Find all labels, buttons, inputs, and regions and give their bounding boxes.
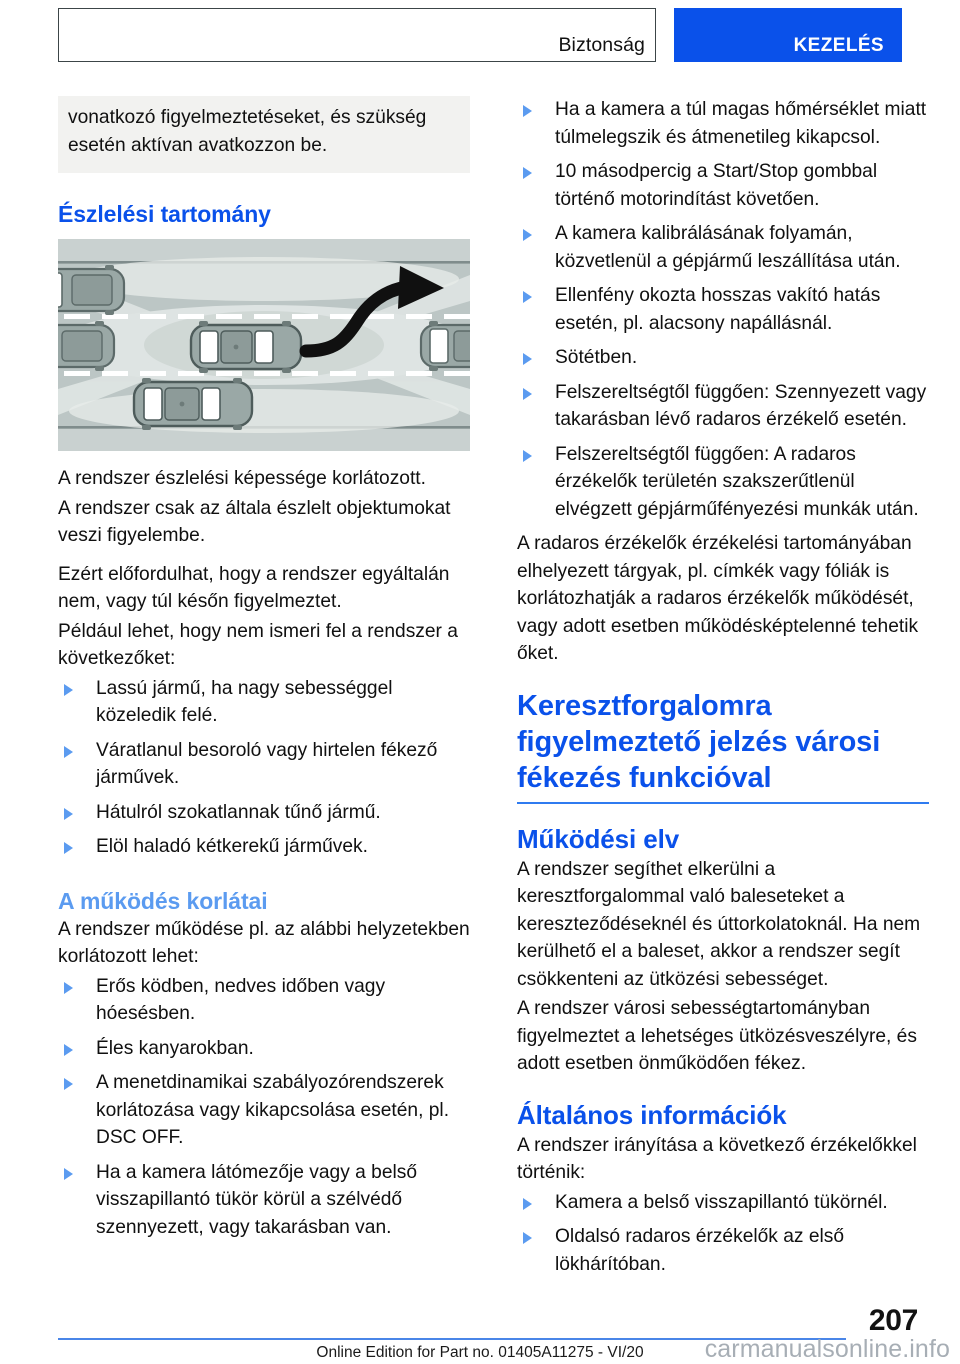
- list-item-text: Sötétben.: [555, 347, 638, 368]
- note-continuation-text: vonatkozó figyelmeztetéseket, és szükség esetén aktívan avatkozzon be.: [68, 107, 427, 156]
- list-item-text: Felszereltségtől függően: Szennyezett vagy takarásban lévő radaros érzékelő esetén.: [555, 381, 927, 430]
- list-item-text: A menetdinamikai szabályozórendszerek korlátozása vagy kikapcsolása esetén, pl. DSC OFF.: [96, 1072, 450, 1148]
- heading-general-information: Általános információk: [517, 1099, 787, 1130]
- triangle-bullet-icon: [64, 746, 73, 758]
- triangle-bullet-icon: [64, 684, 73, 696]
- triangle-bullet-icon: [523, 105, 532, 117]
- list-operation-limits: [58, 973, 470, 1242]
- car-bottom: [134, 378, 252, 430]
- triangle-bullet-icon: [64, 808, 73, 820]
- list-item: [58, 799, 470, 827]
- list-item-text: Ha a kamera a túl magas hőmérséklet miatt túlmelegszik és átmenetileg kikapcsol.: [555, 99, 927, 148]
- page-number: 207: [868, 1304, 918, 1337]
- list-item: [58, 737, 470, 792]
- list-item-text: 10 másodpercig a Start/Stop gombbal történő motorindítást követően.: [555, 161, 878, 210]
- paragraph-principle-1: A rendszer segíthet elkerülni a keresztforgalommal való baleseteket a kereszteződéseknél és úttorkolatoknál. Ha nem kerülhető el a baleset, akkor a rendszer segít csökkenteni az ütközési sebességet.: [517, 858, 921, 990]
- list-item: [58, 833, 470, 861]
- list-not-recognized: [58, 675, 470, 861]
- header-chapter-tab: [674, 8, 902, 62]
- list-item-text: Lassú jármű, ha nagy sebességgel közeledik felé.: [96, 677, 393, 726]
- heading-operating-principle: Működési elv: [517, 823, 680, 854]
- header-section-box: [58, 8, 656, 62]
- list-item: [517, 220, 929, 275]
- triangle-bullet-icon: [523, 167, 532, 179]
- detection-range-diagram: [58, 239, 470, 451]
- paragraph-sensors-intro: A rendszer irányítása a következő érzékelőkkel történik:: [517, 1134, 917, 1183]
- left-column: [58, 96, 470, 1248]
- list-item: [517, 96, 929, 151]
- list-item-text: Felszereltségtől függően: A radaros érzékelők területén szakszerűtlenül elvégzett gépjárműfényezési munkák után.: [555, 443, 919, 520]
- list-item: [58, 1159, 470, 1242]
- triangle-bullet-icon: [523, 229, 532, 241]
- list-item: [517, 379, 929, 434]
- list-item-text: Ha a kamera látómezője vagy a belső visszapillantó tükör körül a szélvédő szennyezett, vagy takarásban van.: [96, 1161, 418, 1238]
- paragraph-detection-limited: A rendszer észlelési képessége korlátozott.: [58, 468, 426, 489]
- header-section-label: Biztonság: [558, 34, 645, 56]
- footer-edition-text: Online Edition for Part no. 01405A11275 - VI/20: [316, 1344, 644, 1361]
- list-item: [517, 1189, 929, 1217]
- page-header: [58, 8, 902, 64]
- triangle-bullet-icon: [523, 291, 532, 303]
- triangle-bullet-icon: [523, 353, 532, 365]
- triangle-bullet-icon: [523, 450, 532, 462]
- paragraph-principle-2: A rendszer városi sebességtartományban figyelmeztet a lehetséges ütközésveszélyre, és adott esetben önműködően fékez.: [517, 998, 917, 1074]
- paragraph-late-warning: Ezért előfordulhat, hogy a rendszer egyáltalán nem, vagy túl későn figyelmeztet.: [58, 563, 450, 612]
- list-item-text: Éles kanyarokban.: [96, 1037, 254, 1059]
- note-continuation-box: [58, 96, 470, 173]
- right-column: [517, 96, 929, 1285]
- list-item-text: Erős ködben, nedves időben vagy hóesésben.: [96, 975, 386, 1024]
- list-item: [517, 158, 929, 213]
- list-item-text: Hátulról szokatlannak tűnő jármű.: [96, 801, 381, 823]
- list-item-text: Elöl haladó kétkerekű járművek.: [96, 836, 368, 857]
- triangle-bullet-icon: [64, 1044, 73, 1056]
- triangle-bullet-icon: [64, 982, 73, 994]
- heading-operation-limits: A működés korlátai: [58, 887, 268, 914]
- triangle-bullet-icon: [64, 842, 73, 854]
- list-item: [517, 344, 929, 372]
- list-item-text: Ellenfény okozta hosszas vakító hatás esetén, pl. alacsony napállásnál.: [555, 285, 881, 334]
- list-item: [517, 1223, 929, 1278]
- car-middle-right: [421, 321, 470, 371]
- car-ego-center: [191, 321, 301, 373]
- list-item-text: Oldalsó radaros érzékelők az első lökhárítóban.: [555, 1226, 845, 1275]
- list-item: [517, 441, 929, 524]
- list-item: [517, 282, 929, 337]
- site-watermark: carmanualsonline.info: [704, 1335, 950, 1363]
- heading-detection-range: Észlelési tartomány: [58, 201, 271, 227]
- list-item-text: Váratlanul besoroló vagy hirtelen fékező járművek.: [96, 739, 438, 788]
- triangle-bullet-icon: [523, 388, 532, 400]
- list-sensors: [517, 1189, 929, 1279]
- triangle-bullet-icon: [523, 1198, 532, 1210]
- car-top-left: [58, 265, 124, 315]
- paragraph-detected-objects: A rendszer csak az általa észlelt objektumokat veszi figyelembe.: [58, 497, 451, 546]
- list-item-text: A kamera kalibrálásának folyamán, közvetlenül a gépjármű leszállítása után.: [555, 223, 901, 272]
- header-chapter-label: KEZELÉS: [793, 35, 884, 56]
- list-item: [58, 1035, 470, 1063]
- list-item: [58, 973, 470, 1028]
- triangle-bullet-icon: [64, 1078, 73, 1090]
- list-item-text: Kamera a belső visszapillantó tükörnél.: [555, 1191, 888, 1213]
- page-title: Keresztforgalomra figyelmeztető jelzés városi fékezés funkcióval: [517, 689, 881, 794]
- paragraph-limits-intro: A rendszer működése pl. az alábbi helyzetekben korlátozott lehet:: [58, 918, 470, 967]
- paragraph-radar-obstruction: A radaros érzékelők érzékelési tartományában elhelyezett tárgyak, pl. címkék vagy fóliák is korlátozhatják a radaros érzékelők működését, vagy adott esetben működésképtelenné tehetik őket.: [517, 533, 919, 664]
- triangle-bullet-icon: [523, 1232, 532, 1244]
- list-item: [58, 675, 470, 730]
- list-item: [58, 1069, 470, 1152]
- triangle-bullet-icon: [64, 1168, 73, 1180]
- paragraph-examples-intro: Például lehet, hogy nem ismeri fel a rendszer a következőket:: [58, 620, 458, 669]
- car-middle-left: [58, 321, 114, 371]
- list-operation-limits-continued: [517, 96, 929, 523]
- detection-range-illustration: [58, 239, 470, 451]
